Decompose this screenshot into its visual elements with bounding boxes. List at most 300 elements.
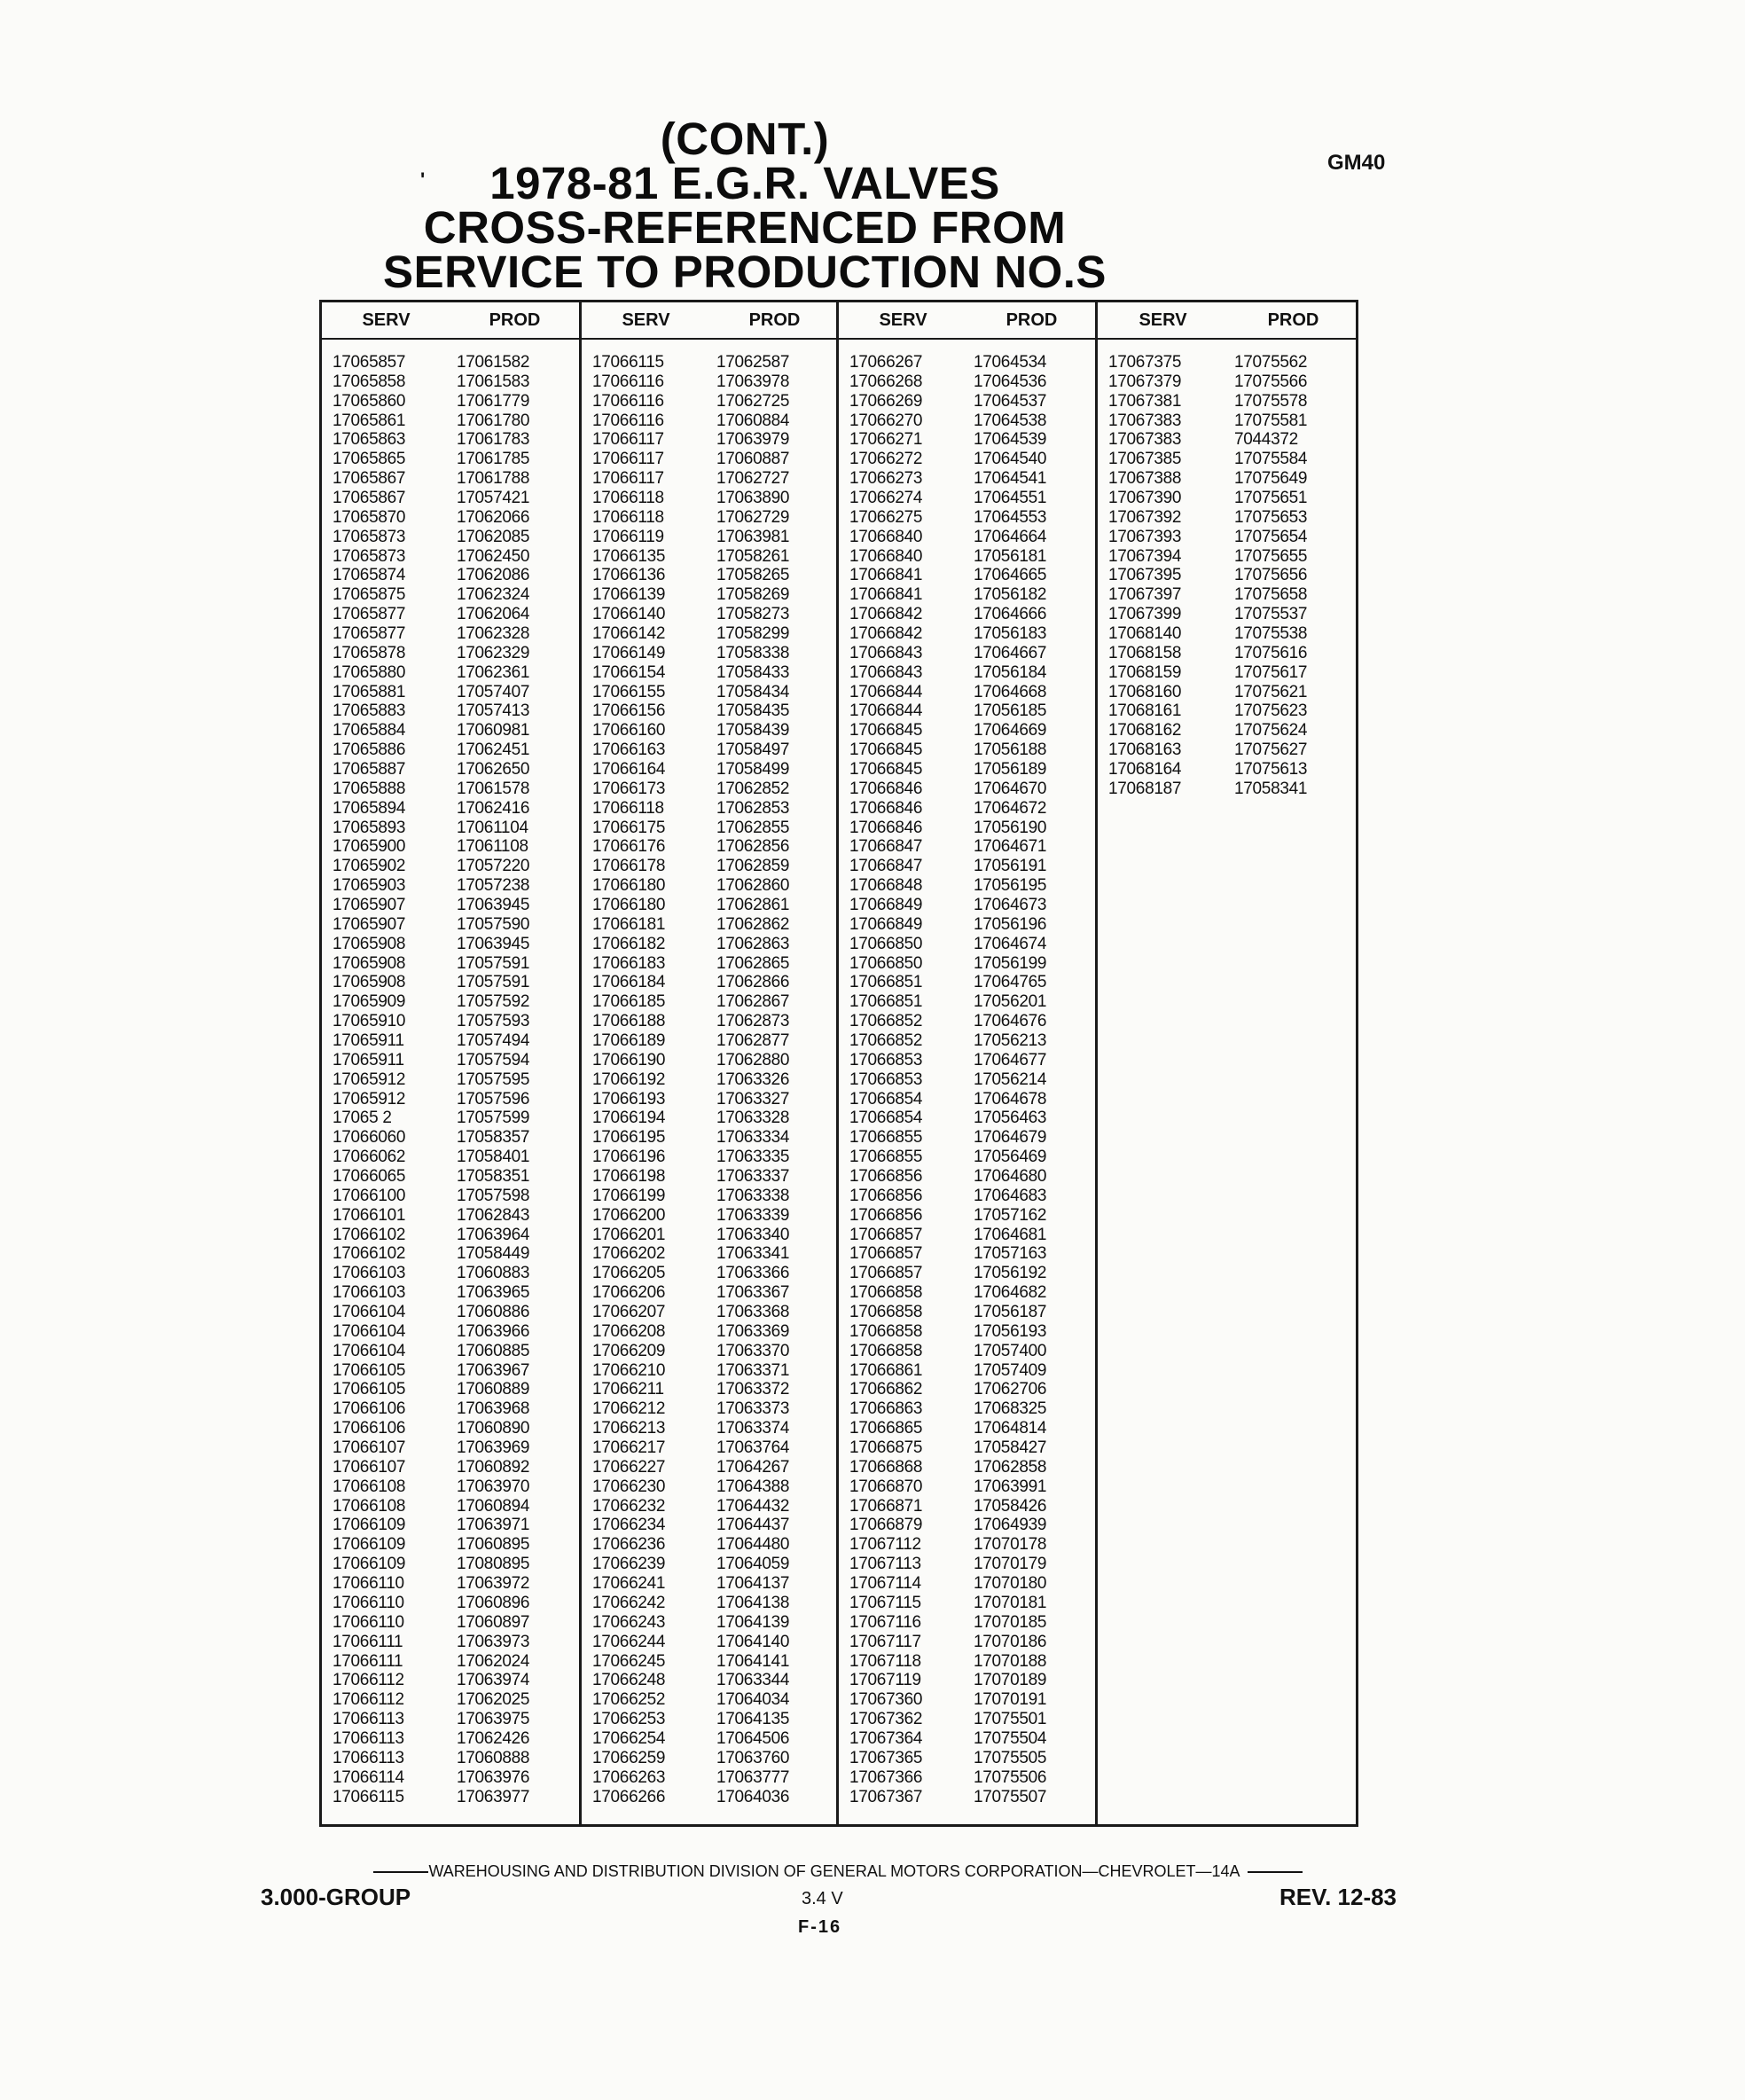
serv-number: 17067383 <box>1108 430 1182 450</box>
table-row <box>849 1342 1092 1361</box>
table-row <box>592 1594 835 1613</box>
table-row <box>849 547 1092 567</box>
prod-number: 17062859 <box>716 857 790 876</box>
serv-number: 17066239 <box>592 1555 666 1574</box>
serv-number: 17066227 <box>592 1457 666 1477</box>
prod-number: 17057220 <box>457 857 530 876</box>
prod-number: 17056188 <box>974 740 1047 760</box>
serv-number: 17065910 <box>333 1012 406 1031</box>
table-row <box>333 1477 575 1497</box>
serv-number: 17067385 <box>1108 450 1182 469</box>
cross-reference-table <box>319 300 1358 1827</box>
table-row <box>592 1070 835 1090</box>
table-row <box>333 1690 575 1710</box>
table-row <box>333 430 575 450</box>
serv-number: 17066853 <box>849 1050 923 1070</box>
serv-number: 17066112 <box>333 1690 404 1710</box>
serv-number: 17065911 <box>333 1050 404 1070</box>
table-row <box>333 760 575 780</box>
serv-number: 17066206 <box>592 1283 666 1303</box>
prod-number: 17063977 <box>457 1787 530 1806</box>
serv-number: 17065893 <box>333 818 406 837</box>
prod-number: 17063344 <box>716 1671 790 1690</box>
table-row <box>333 469 575 489</box>
table-row <box>592 528 835 547</box>
table-row <box>333 1613 575 1633</box>
table-row <box>333 605 575 624</box>
serv-number: 17066253 <box>592 1710 666 1729</box>
prod-number: 17075504 <box>974 1728 1047 1748</box>
serv-number: 17065880 <box>333 662 406 682</box>
prod-number: 17056190 <box>974 818 1047 837</box>
prod-number: 17064138 <box>716 1593 790 1612</box>
prod-number: 17064506 <box>716 1728 790 1748</box>
prod-number: 17056193 <box>974 1321 1047 1341</box>
prod-number: 17075658 <box>1234 585 1308 605</box>
column-header <box>582 302 839 338</box>
serv-number: 17066101 <box>333 1205 406 1225</box>
serv-number: 17068160 <box>1108 682 1182 701</box>
prod-number: 17064765 <box>974 973 1047 992</box>
table-row <box>333 624 575 644</box>
prod-number: 17063973 <box>457 1632 530 1651</box>
serv-number: 17066199 <box>592 1186 666 1205</box>
serv-number: 17066104 <box>333 1341 406 1360</box>
table-row <box>592 1245 835 1265</box>
serv-number: 17066113 <box>333 1748 404 1767</box>
table-row <box>849 392 1092 411</box>
serv-number: 17066176 <box>592 837 666 857</box>
prod-number: 17062880 <box>716 1050 790 1070</box>
prod-number: 17063335 <box>716 1148 790 1167</box>
table-row <box>1108 701 1355 721</box>
prod-number: 17062706 <box>974 1380 1047 1399</box>
serv-number: 17066163 <box>592 740 666 760</box>
table-row <box>849 1497 1092 1516</box>
prod-number: 17061104 <box>457 818 528 837</box>
prod-number: 17063965 <box>457 1283 530 1303</box>
serv-number: 17066117 <box>592 430 664 450</box>
prod-number: 17058426 <box>974 1496 1047 1516</box>
prod-number: 17064664 <box>974 527 1047 546</box>
serv-number: 17066180 <box>592 876 666 896</box>
table-row <box>592 1535 835 1555</box>
table-row <box>333 508 575 528</box>
table-row <box>592 974 835 993</box>
prod-number: 17063968 <box>457 1399 530 1419</box>
table-row <box>333 1594 575 1613</box>
serv-number: 17065900 <box>333 837 406 857</box>
serv-number: 17065912 <box>333 1070 406 1089</box>
column-header <box>1098 302 1358 338</box>
serv-number: 17066111 <box>333 1632 403 1651</box>
serv-number: 17066879 <box>849 1516 923 1535</box>
serv-number: 17066140 <box>592 605 666 624</box>
table-row <box>333 585 575 605</box>
prod-number: 17064678 <box>974 1089 1047 1109</box>
serv-number: 17065863 <box>333 430 406 450</box>
prod-number: 17058273 <box>716 605 790 624</box>
serv-number: 17066181 <box>592 914 666 934</box>
serv-number: 17066271 <box>849 430 923 450</box>
prod-number: 17060896 <box>457 1593 530 1612</box>
prod-number: 17056183 <box>974 623 1047 643</box>
table-row <box>333 799 575 819</box>
table-row <box>1108 430 1355 450</box>
prod-number: 17062025 <box>457 1690 530 1710</box>
table-row <box>333 1555 575 1574</box>
serv-number: 17066116 <box>592 411 664 430</box>
prod-number: 17060895 <box>457 1535 530 1555</box>
prod-number: 17063338 <box>716 1186 790 1205</box>
prod-number: 17061779 <box>457 391 530 411</box>
serv-number: 17066118 <box>592 507 664 527</box>
serv-number: 17065887 <box>333 759 406 779</box>
prod-number: 17057590 <box>457 914 530 934</box>
prod-number: 17062863 <box>716 934 790 953</box>
page-title <box>293 114 1197 297</box>
serv-number: 17066841 <box>849 585 923 605</box>
table-row <box>333 1458 575 1477</box>
table-row <box>592 799 835 819</box>
serv-number: 17066102 <box>333 1244 406 1264</box>
table-row <box>849 760 1092 780</box>
table-row <box>333 721 575 740</box>
title-line-sub2: SERVICE TO PRODUCTION NO.S <box>383 247 1107 297</box>
table-row <box>849 489 1092 508</box>
serv-number: 17066254 <box>592 1728 666 1748</box>
prod-number: 17075656 <box>1234 566 1308 585</box>
prod-number: 17062085 <box>457 527 530 546</box>
serv-number: 17066858 <box>849 1283 923 1303</box>
prod-number: 17063890 <box>716 488 790 507</box>
table-row <box>849 1729 1092 1749</box>
table-row <box>849 954 1092 974</box>
serv-number: 17067117 <box>849 1632 921 1651</box>
prod-number: 17063373 <box>716 1399 790 1419</box>
prod-number: 17064541 <box>974 469 1047 489</box>
prod-number: 17062451 <box>457 740 530 760</box>
serv-number: 17067118 <box>849 1651 921 1671</box>
table-row <box>849 1070 1092 1090</box>
table-row <box>592 1148 835 1167</box>
table-row <box>592 624 835 644</box>
serv-number: 17066192 <box>592 1070 666 1089</box>
serv-number: 17066164 <box>592 759 666 779</box>
table-row <box>1108 624 1355 644</box>
serv-number: 17066188 <box>592 1012 666 1031</box>
prod-number: 17064036 <box>716 1787 790 1806</box>
table-row <box>592 1167 835 1187</box>
table-row <box>592 1749 835 1768</box>
table-row <box>333 663 575 683</box>
serv-number: 17067112 <box>849 1535 921 1555</box>
serv-number: 17066875 <box>849 1438 923 1458</box>
column-header <box>839 302 1096 338</box>
prod-number: 17062426 <box>457 1728 530 1748</box>
table-row <box>1108 605 1355 624</box>
serv-number: 17065894 <box>333 798 406 818</box>
prod-number: 17060887 <box>716 450 790 469</box>
table-row <box>849 1671 1092 1690</box>
serv-number: 17066182 <box>592 934 666 953</box>
footer-rule-right <box>1248 1871 1303 1873</box>
table-row <box>1108 644 1355 663</box>
table-row <box>592 430 835 450</box>
serv-number: 17066858 <box>849 1341 923 1360</box>
table-row <box>592 663 835 683</box>
table-row <box>849 1167 1092 1187</box>
prod-number: 17064537 <box>974 391 1047 411</box>
serv-number: 17067365 <box>849 1748 923 1767</box>
table-row <box>849 1613 1092 1633</box>
serv-number: 17066844 <box>849 701 923 721</box>
table-row <box>333 1535 575 1555</box>
prod-number: 17062858 <box>974 1457 1047 1477</box>
table-row <box>849 1031 1092 1051</box>
serv-number: 17067394 <box>1108 546 1182 566</box>
prod-number: 17064671 <box>974 837 1047 857</box>
prod-number: 17062725 <box>716 391 790 411</box>
prod-number: 17062329 <box>457 643 530 662</box>
serv-number: 17065888 <box>333 779 406 798</box>
serv-number: 17066213 <box>592 1419 666 1438</box>
prod-number: 17056181 <box>974 546 1047 566</box>
serv-number: 17066135 <box>592 546 666 566</box>
table-row <box>592 469 835 489</box>
table-row <box>849 528 1092 547</box>
prod-number: 17058265 <box>716 566 790 585</box>
table-row <box>592 1012 835 1031</box>
serv-number: 17066266 <box>592 1787 666 1806</box>
table-row <box>333 1206 575 1226</box>
table-column-2 <box>579 302 839 1824</box>
serv-number: 17068187 <box>1108 779 1182 798</box>
table-row <box>333 1051 575 1070</box>
serv-number: 17066100 <box>333 1186 406 1205</box>
prod-number: 17057413 <box>457 701 530 721</box>
serv-number: 17066106 <box>333 1399 406 1419</box>
prod-number: 17070180 <box>974 1574 1047 1594</box>
serv-number: 17066241 <box>592 1574 666 1594</box>
table-row <box>333 1012 575 1031</box>
prod-number: 17058351 <box>457 1167 530 1187</box>
table-row <box>333 1322 575 1342</box>
prod-number: 17060894 <box>457 1496 530 1516</box>
prod-number: 17064665 <box>974 566 1047 585</box>
prod-number: 17063760 <box>716 1748 790 1767</box>
table-row <box>849 1749 1092 1768</box>
footer-division-line <box>266 1862 1410 1881</box>
prod-number: 17064534 <box>974 352 1047 372</box>
serv-number: 17066851 <box>849 973 923 992</box>
table-row <box>1108 489 1355 508</box>
serv-number: 17066209 <box>592 1341 666 1360</box>
table-row <box>592 876 835 896</box>
prod-number: 17063340 <box>716 1225 790 1244</box>
prod-number: 17057421 <box>457 488 530 507</box>
table-row <box>849 721 1092 740</box>
prod-number: 17064034 <box>716 1690 790 1710</box>
table-row <box>849 1710 1092 1729</box>
serv-number: 17067362 <box>849 1710 923 1729</box>
table-row <box>333 1090 575 1109</box>
table-row <box>849 876 1092 896</box>
serv-number: 17066849 <box>849 895 923 914</box>
serv-number: 17066852 <box>849 1012 923 1031</box>
table-row <box>333 1070 575 1090</box>
prod-number: 17058269 <box>716 585 790 605</box>
serv-number: 17066217 <box>592 1438 666 1458</box>
serv-number: 17065903 <box>333 876 406 896</box>
serv-number: 17066850 <box>849 934 923 953</box>
table-row <box>333 1245 575 1265</box>
table-row <box>849 585 1092 605</box>
serv-number: 17066103 <box>333 1283 406 1303</box>
serv-number: 17066845 <box>849 740 923 760</box>
serv-number: 17066205 <box>592 1264 666 1283</box>
serv-number: 17067367 <box>849 1787 923 1806</box>
serv-number: 17066142 <box>592 623 666 643</box>
serv-number: 17066272 <box>849 450 923 469</box>
table-row <box>333 1381 575 1400</box>
table-row <box>849 566 1092 585</box>
prod-number: 17060981 <box>457 721 530 740</box>
table-row <box>592 683 835 702</box>
prod-number: 17056191 <box>974 857 1047 876</box>
prod-number: 17062873 <box>716 1012 790 1031</box>
prod-number: 17056199 <box>974 953 1047 973</box>
prod-number: 17057400 <box>974 1341 1047 1360</box>
prod-number: 17064667 <box>974 643 1047 662</box>
footer-rule-left <box>373 1871 428 1873</box>
prod-number: 17063970 <box>457 1477 530 1496</box>
table-row <box>849 1051 1092 1070</box>
prod-header: PROD <box>1267 310 1319 330</box>
prod-number: 17063764 <box>716 1438 790 1458</box>
prod-number: 17063991 <box>974 1477 1047 1496</box>
prod-number: 17064683 <box>974 1186 1047 1205</box>
table-row <box>849 1574 1092 1594</box>
table-row <box>1108 353 1355 372</box>
prod-number: 17063367 <box>716 1283 790 1303</box>
serv-number: 17066245 <box>592 1651 666 1671</box>
prod-number: 17064673 <box>974 895 1047 914</box>
table-row <box>1108 663 1355 683</box>
serv-number: 17065873 <box>333 546 406 566</box>
table-row <box>333 392 575 411</box>
prod-number: 17070189 <box>974 1671 1047 1690</box>
prod-number: 17063966 <box>457 1321 530 1341</box>
table-row <box>333 1283 575 1303</box>
serv-number: 17066189 <box>592 1031 666 1050</box>
prod-number: 17062066 <box>457 507 530 527</box>
table-row <box>333 992 575 1012</box>
table-row <box>849 974 1092 993</box>
serv-number: 17067392 <box>1108 507 1182 527</box>
page-number: F-16 <box>798 1917 842 1937</box>
prod-number: 17075627 <box>1234 740 1308 760</box>
serv-number: 17067114 <box>849 1574 921 1594</box>
table-row <box>333 1128 575 1148</box>
table-row <box>333 489 575 508</box>
serv-number: 17066113 <box>333 1710 404 1729</box>
prod-number: 17063370 <box>716 1341 790 1360</box>
prod-number: 17062587 <box>716 352 790 372</box>
serv-number: 17066117 <box>592 450 664 469</box>
table-row <box>592 1051 835 1070</box>
prod-number: 17075562 <box>1234 352 1308 372</box>
prod-number: 17075505 <box>974 1748 1047 1767</box>
prod-number: 17070178 <box>974 1535 1047 1555</box>
serv-number: 17066119 <box>592 527 664 546</box>
table-row <box>592 1109 835 1129</box>
table-column-3 <box>836 302 1096 1824</box>
table-row <box>333 1148 575 1167</box>
prod-number: 17075653 <box>1234 507 1308 527</box>
table-row <box>333 1303 575 1322</box>
prod-number: 17056189 <box>974 759 1047 779</box>
prod-number: 17064682 <box>974 1283 1047 1303</box>
serv-number: 17066110 <box>333 1612 404 1632</box>
table-row <box>333 450 575 469</box>
serv-number: 17066850 <box>849 953 923 973</box>
table-row <box>592 605 835 624</box>
serv-number: 17066110 <box>333 1574 404 1594</box>
prod-number: 17057163 <box>974 1244 1047 1264</box>
table-row <box>592 896 835 915</box>
serv-number: 17066848 <box>849 876 923 896</box>
prod-number: 17075584 <box>1234 450 1308 469</box>
prod-number: 17064140 <box>716 1632 790 1651</box>
serv-number: 17066847 <box>849 837 923 857</box>
serv-number: 17066111 <box>333 1651 403 1671</box>
prod-number: 17070181 <box>974 1593 1047 1612</box>
prod-number: 17057162 <box>974 1205 1047 1225</box>
serv-number: 17066210 <box>592 1360 666 1380</box>
prod-number: 17075581 <box>1234 411 1308 430</box>
serv-number: 17066136 <box>592 566 666 585</box>
serv-number: 17066117 <box>592 469 664 489</box>
column-header <box>322 302 579 338</box>
prod-number: 17064059 <box>716 1555 790 1574</box>
serv-number: 17065870 <box>333 507 406 527</box>
serv-number: 17066116 <box>592 391 664 411</box>
table-row <box>333 837 575 857</box>
table-row <box>592 760 835 780</box>
serv-number: 17066868 <box>849 1457 923 1477</box>
prod-number: 17070188 <box>974 1651 1047 1671</box>
prod-number: 17075655 <box>1234 546 1308 566</box>
serv-number: 17066193 <box>592 1089 666 1109</box>
table-row <box>849 1226 1092 1245</box>
prod-number: 17070179 <box>974 1555 1047 1574</box>
prod-number: 17062856 <box>716 837 790 857</box>
prod-number: 17064669 <box>974 721 1047 740</box>
table-row <box>849 1652 1092 1672</box>
serv-number: 17066118 <box>592 798 664 818</box>
serv-header: SERV <box>1139 310 1187 330</box>
table-row <box>333 1671 575 1690</box>
table-row <box>592 585 835 605</box>
prod-number: 17056196 <box>974 914 1047 934</box>
prod-number: 17056214 <box>974 1070 1047 1089</box>
serv-number: 17068140 <box>1108 623 1182 643</box>
prod-number: 17062862 <box>716 914 790 934</box>
table-row <box>849 1633 1092 1652</box>
table-row <box>333 915 575 935</box>
prod-number: 17075649 <box>1234 469 1308 489</box>
